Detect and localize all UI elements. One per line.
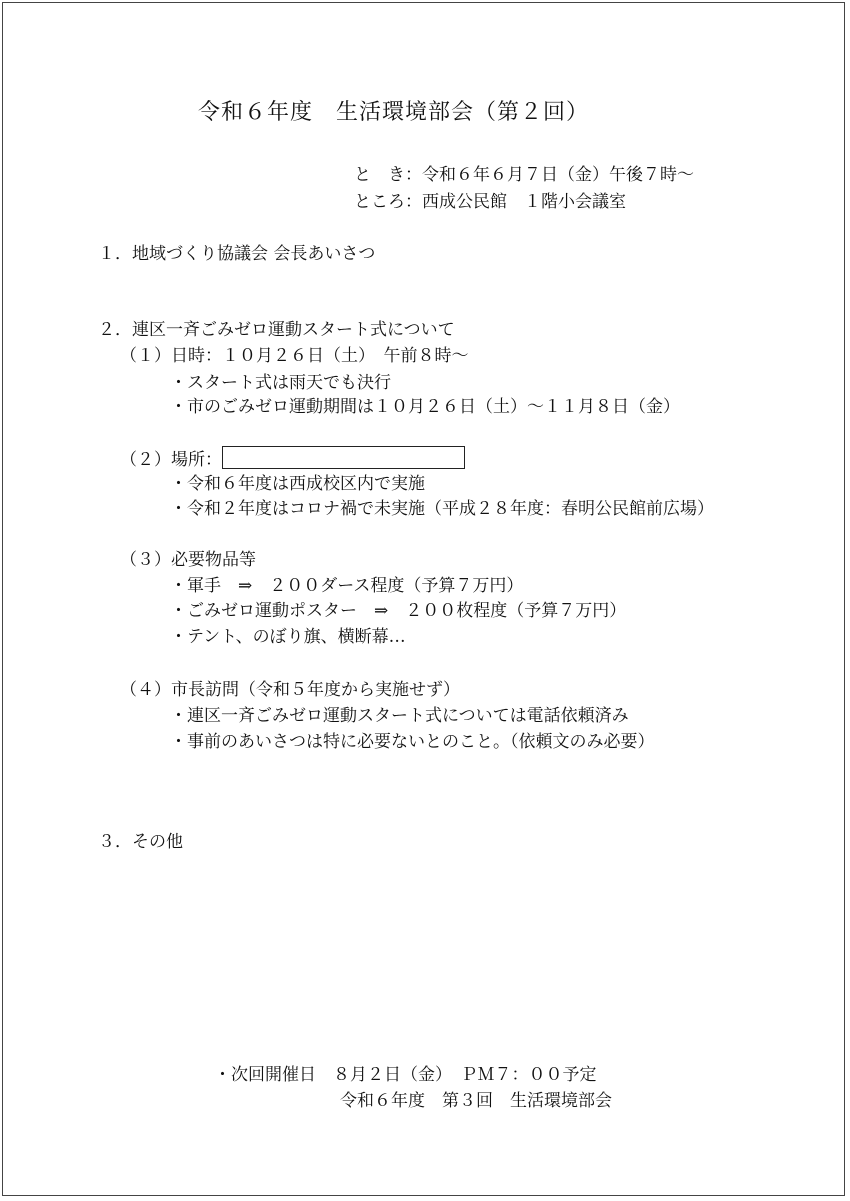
item-1-heading: １．地域づくり協議会 会長あいさつ — [98, 244, 376, 264]
sub-4-heading: （４）市長訪問（令和５年度から実施せず） — [120, 680, 460, 700]
next-meeting-name: 令和６年度 第３回 生活環境部会 — [340, 1091, 612, 1111]
location-redacted-box — [222, 446, 465, 469]
sub-1-heading: （１）日時：１０月２６日（土） 午前８時～ — [120, 346, 469, 366]
sub-2-bullet: ・令和６年度は西成校区内で実施 — [170, 474, 425, 494]
sub-3-bullet: ・テント、のぼり旗、横断幕… — [170, 627, 406, 647]
next-meeting-date: ・次回開催日 ８月２日（金） ＰＭ７：００予定 — [214, 1065, 597, 1085]
item-2-heading: ２．連区一斉ごみゼロ運動スタート式について — [98, 320, 455, 340]
meeting-where: ところ：西成公民館 １階小会議室 — [354, 192, 626, 212]
meeting-when: と き：令和６年６月７日（金）午後７時～ — [354, 165, 694, 185]
sub-1-bullet: ・市のごみゼロ運動期間は１０月２６日（土）～１１月８日（金） — [170, 397, 680, 417]
sub-1-bullet: ・スタート式は雨天でも決行 — [170, 373, 391, 393]
sub-4-bullet: ・連区一斉ごみゼロ運動スタート式については電話依頼済み — [170, 706, 629, 726]
sub-2-bullet: ・令和２年度はコロナ禍で未実施（平成２８年度：春明公民館前広場） — [170, 499, 714, 519]
sub-3-heading: （３）必要物品等 — [120, 550, 256, 570]
sub-4-bullet: ・事前のあいさつは特に必要ないとのこと。（依頼文のみ必要） — [170, 732, 655, 752]
item-3-heading: ３．その他 — [98, 832, 183, 852]
sub-2-heading: （２）場所： — [120, 450, 222, 470]
document-title: 令和６年度 生活環境部会（第２回） — [198, 100, 590, 125]
sub-3-bullet: ・軍手 ⇒ ２００ダース程度（予算７万円） — [170, 576, 524, 596]
sub-3-bullet: ・ごみゼロ運動ポスター ⇒ ２００枚程度（予算７万円） — [170, 601, 627, 621]
